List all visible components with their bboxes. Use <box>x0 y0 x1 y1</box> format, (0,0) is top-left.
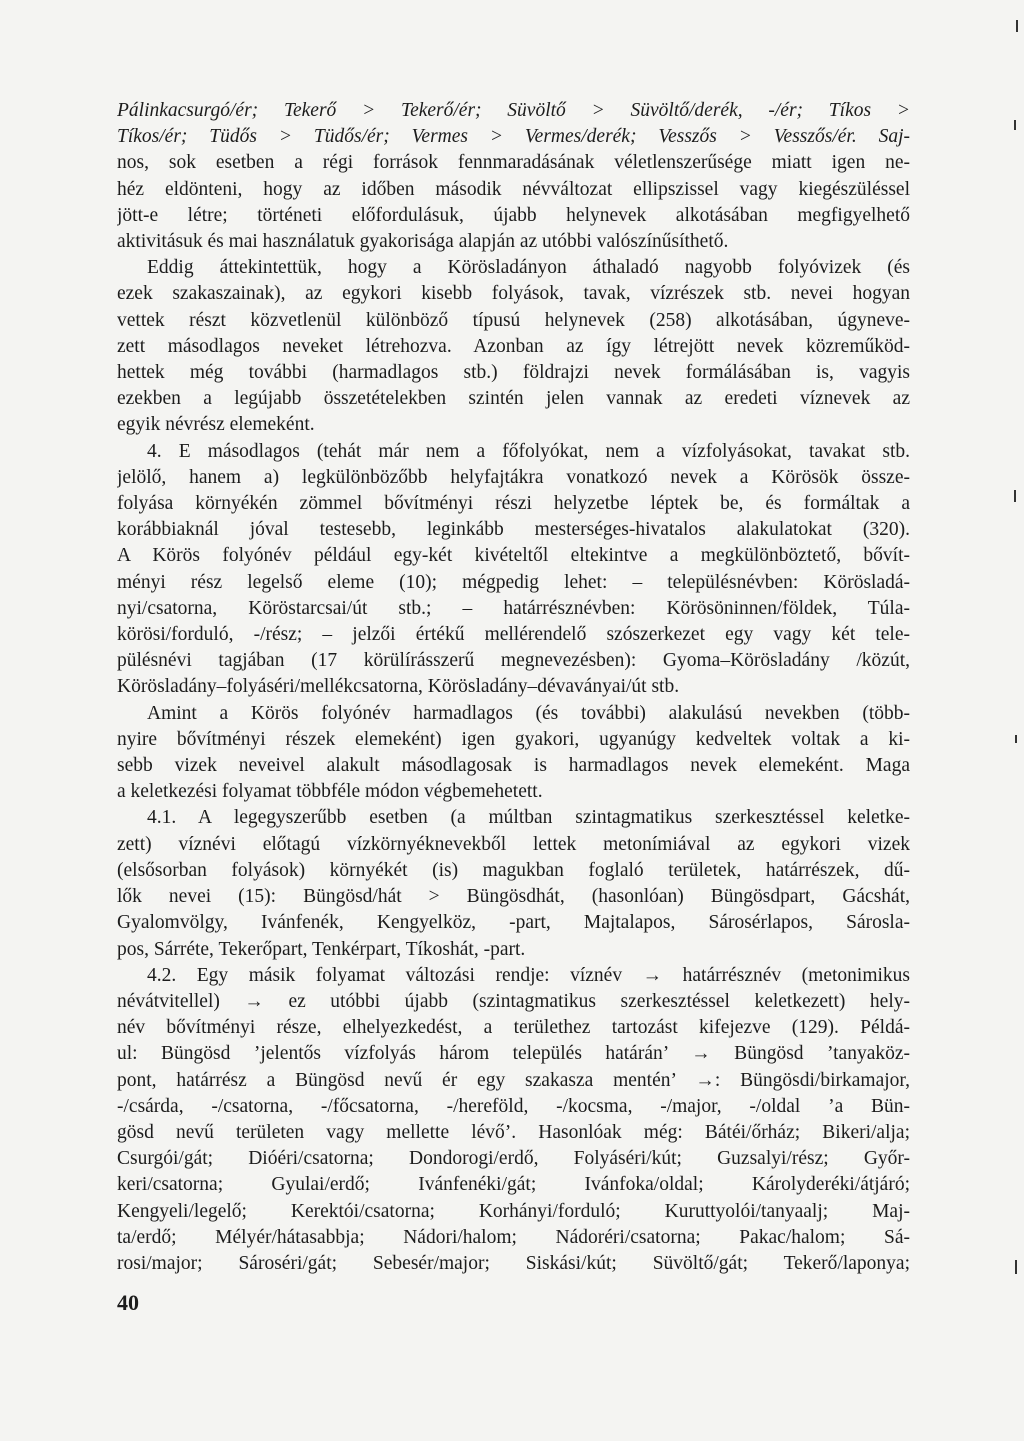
scan-edge-mark <box>1014 120 1016 130</box>
text-line: 4.2. Egy másik folyamat változási rendje: víznév → határrésznév (metonimikus <box>147 964 910 986</box>
text-line: A Körös folyónév például egy-két kivételtől eltekintve a megkülönböztető, bővít- <box>117 545 910 567</box>
text-line: pülésnévi tagjában (17 körülírásszerű megnevezésben): Gyoma–Körösladány /közút, <box>117 650 910 672</box>
text-line: rosi/major; Sároséri/gát; Sebesér/major; Siskási/kút; Süvöltő/gát; Tekerő/laponya; <box>117 1252 910 1274</box>
text-line: ta/erdő; Mélyér/hátasabbja; Nádori/halom; Nádoréri/csatorna; Pakac/halom; Sá- <box>117 1226 910 1248</box>
text-line: Tíkos/ér; Tüdős > Tüdős/ér; Vermes > Vermes/derék; Vesszős > Vesszős/ér. Saj- <box>117 126 910 148</box>
text-line: körösi/forduló, -/rész; – jelzői értékű mellérendelő szószerkezet egy vagy két tele- <box>117 624 910 646</box>
text-line: ul: Büngösd ’jelentős vízfolyás három település határán’ → Büngösd ’tanyaköz- <box>117 1043 910 1065</box>
text-line: a keletkezési folyamat többféle módon végbemehetett. <box>117 781 543 803</box>
text-line: jelölő, hanem a) legkülönbözőbb helyfajtákra vonatkozó nevek a Körösök össze- <box>117 466 910 488</box>
text-line: zett) víznévi előtagú vízkörnyéknevekből lettek metonímiával az egykori vizek <box>117 833 910 855</box>
text-line: ezekben a legújabb összetételekben szintén jelen vannak az eredeti víznevek az <box>117 388 910 410</box>
scan-edge-mark <box>1014 490 1016 502</box>
scan-edge-mark <box>1015 1260 1017 1274</box>
text-line: névátvitellel) → ez utóbbi újabb (szintagmatikus szerkesztéssel keletkezett) hely- <box>117 990 910 1012</box>
text-line: folyása környékén zömmel bővítményi részi helyzetbe léptek be, és formáltak a <box>117 493 910 515</box>
text-line: ezek szakaszainak), az egykori kisebb folyások, tavak, vízrészek stb. nevei hogyan <box>117 283 910 305</box>
text-line: 4.1. A legegyszerűbb esetben (a múltban szintagmatikus szerkesztéssel keletke- <box>147 807 910 829</box>
text-line: 4. E másodlagos (tehát már nem a főfolyókat, nem a vízfolyásokat, tavakat stb. <box>147 440 910 462</box>
text-line: Gyalomvölgy, Ivánfenék, Kengyelköz, -part, Majtalapos, Sárosérlapos, Sárosla- <box>117 912 910 934</box>
text-line: -/csárda, -/csatorna, -/főcsatorna, -/hereföld, -/kocsma, -/major, -/oldal ’a Bün- <box>117 1095 910 1117</box>
text-line: nyire bővítményi részek elemeként) igen gyakori, ugyanúgy kedveltek voltak a ki- <box>117 728 910 750</box>
text-line: Kengyeli/legelő; Kerektói/csatorna; Korhányi/forduló; Kuruttyolói/tanyaalj; Maj- <box>117 1200 910 1222</box>
text-line: pos, Sárréte, Tekerőpart, Tenkérpart, Tíkoshát, -part. <box>117 938 526 960</box>
text-line: ményi rész legelső eleme (10); mégpedig lehet: – településnévben: Körösladá- <box>117 571 910 593</box>
text-line: Csurgói/gát; Dióéri/csatorna; Dondorogi/erdő, Folyáséri/kút; Guzsalyi/rész; Győr- <box>117 1148 910 1170</box>
text-line: név bővítményi része, elhelyezkedést, a területhez tartozást kifejezve (129). Példá- <box>117 1017 910 1039</box>
text-line: Körösladány–folyáséri/mellékcsatorna, Körösladány–dévaványai/út stb. <box>117 676 680 698</box>
text-line: keri/csatorna; Gyulai/erdő; Ivánfenéki/gát; Ivánfoka/oldal; Károlyderéki/átjáró; <box>117 1174 910 1196</box>
text-line: héz eldönteni, hogy az időben második névváltozat ellipszissel vagy kiegészüléssel <box>117 178 910 200</box>
text-line: nos, sok esetben a régi források fennmaradásának véletlenszerűsége miatt igen ne- <box>117 152 910 174</box>
text-line: sebb vizek neveivel alakult másodlagosak is harmadlagos nevek elemeként. Maga <box>117 755 910 777</box>
text-line: egyik névrész elemeként. <box>117 414 315 436</box>
page-number: 40 <box>117 1290 139 1315</box>
text-line: Amint a Körös folyónév harmadlagos (és további) alakulású nevekben (több- <box>147 702 910 724</box>
scan-edge-mark <box>1016 20 1018 32</box>
text-line: gösd nevű területen vagy mellette lévő’. Hasonlóak még: Bátéi/őrház; Bikeri/alja; <box>117 1121 910 1143</box>
text-line: Eddig áttekintettük, hogy a Körösladányon áthaladó nagyobb folyóvizek (és <box>147 257 910 279</box>
text-line: Pálinkacsurgó/ér; Tekerő > Tekerő/ér; Süvöltő > Süvöltő/derék, -/ér; Tíkos > <box>117 100 910 121</box>
text-line: pont, határrész a Büngösd nevű ér egy szakasza mentén’ →: Büngösdi/birkamajor, <box>117 1069 910 1091</box>
text-line: hettek még további (harmadlagos stb.) földrajzi nevek formálásában is, vagyis <box>117 362 910 384</box>
text-line: lők nevei (15): Büngösd/hát > Büngösdhát, (hasonlóan) Büngösdpart, Gácshát, <box>117 886 910 908</box>
body-text <box>117 98 910 1277</box>
text-line: zett másodlagos neveket létrehozva. Azonban az így létrejött nevek közreműköd- <box>117 335 910 357</box>
text-line: korábbiaknál jóval testesebb, leginkább mesterséges-hivatalos alakulatokat (320). <box>117 519 910 541</box>
text-line: aktivitásuk és mai használatuk gyakorisága alapján az utóbbi valószínűsíthető. <box>117 231 729 253</box>
text-line: jött-e létre; történeti előfordulásuk, újabb helynevek alkotásában megfigyelhető <box>117 204 910 226</box>
text-line: nyi/csatorna, Köröstarcsai/út stb.; – határrésznévben: Körösöninnen/földek, Túla- <box>117 597 910 619</box>
text-line: (elsősorban folyások) környékét (is) magukban foglaló területek, határrészek, dű- <box>117 859 910 881</box>
scan-edge-mark <box>1015 735 1017 743</box>
text-line: vettek részt közvetlenül különböző típusú helynevek (258) alkotásában, úgyneve- <box>117 309 910 331</box>
